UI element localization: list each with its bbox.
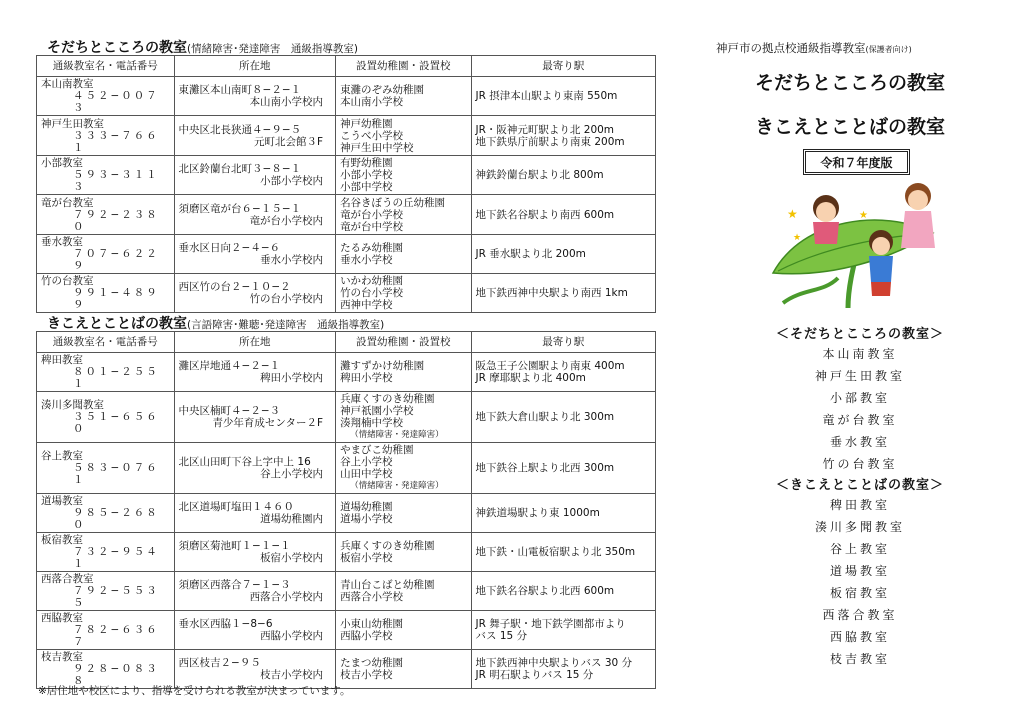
cell-station	[471, 650, 655, 689]
facility-name: 灘すずかけ幼稚園	[340, 360, 425, 372]
cell-station	[471, 195, 655, 235]
station-info: 神鉄道場駅より東 1000m	[475, 507, 600, 519]
facility-name: 谷上小学校	[340, 456, 393, 468]
phone-number: ９２８−０８３８	[73, 663, 159, 687]
cell-facilities	[336, 650, 471, 689]
header-name-phone: 通級教室名・電話番号	[37, 332, 175, 353]
table-row	[37, 494, 656, 533]
facility-name: 垂水小学校	[340, 254, 393, 266]
phone-number: ７０７−６２２９	[73, 248, 159, 272]
cell-station	[471, 533, 655, 572]
address-building: 小部小学校内	[260, 175, 324, 187]
address-building: 竹の台小学校内	[249, 293, 324, 305]
cell-name-phone	[37, 353, 175, 392]
facility-note: （情緒障害・発達障害）	[350, 430, 444, 440]
table-row	[37, 274, 656, 313]
address-line: 須磨区竜が台６−１５−１	[178, 202, 302, 215]
cell-facilities	[336, 494, 471, 533]
facility-name: 小東山幼稚園	[340, 618, 404, 630]
cell-station	[471, 494, 655, 533]
cell-facilities	[336, 392, 471, 443]
address-building: 板宿小学校内	[260, 552, 324, 564]
table-header-row	[37, 56, 656, 77]
cell-station	[471, 77, 655, 116]
facility-name: 神戸祇園小学校	[340, 405, 414, 417]
cell-address	[174, 353, 336, 392]
phone-number: ３３３−７６６１	[73, 129, 159, 154]
list-item-classroom: 枝吉教室	[829, 652, 890, 666]
address-building: 竜が台小学校内	[249, 214, 324, 227]
facility-name: 本山南小学校	[340, 96, 404, 108]
table-row	[37, 116, 656, 156]
list-item-classroom: 竜が台教室	[822, 413, 898, 427]
table-header-row	[37, 332, 656, 353]
cell-name-phone	[37, 116, 175, 156]
sodachi-subtitle: (情緒障害･発達障害 通級指導教室)	[187, 43, 358, 55]
cell-name-phone	[37, 494, 175, 533]
cell-name-phone	[37, 572, 175, 611]
cell-name-phone	[37, 156, 175, 195]
cell-address	[174, 443, 336, 494]
header-address: 所在地	[174, 332, 336, 353]
cell-address	[174, 494, 336, 533]
facility-name: 西落合小学校	[340, 591, 404, 603]
cell-facilities	[336, 611, 471, 650]
classroom-name: 板宿教室	[41, 534, 83, 546]
table-row	[37, 611, 656, 650]
list-item-classroom: 竹の台教室	[822, 457, 898, 471]
cell-station	[471, 235, 655, 274]
facility-name: こうべ小学校	[340, 129, 404, 142]
table-row	[37, 77, 656, 116]
classroom-name: 垂水教室	[41, 236, 83, 248]
phone-number: ７９２−２３８０	[73, 208, 159, 233]
list-item-classroom: 垂水教室	[829, 435, 890, 449]
cell-name-phone	[37, 195, 175, 235]
station-info: 地下鉄名谷駅より南西 600m	[475, 208, 615, 221]
facility-name: 西脇小学校	[340, 630, 393, 642]
cell-name-phone	[37, 443, 175, 494]
station-info: 地下鉄谷上駅より北西 300m	[475, 462, 615, 474]
address-line: 須磨区菊池町１−１−１	[178, 540, 291, 552]
facility-name: 兵庫くすのき幼稚園	[340, 540, 435, 552]
sodachi-table	[36, 55, 656, 313]
cell-facilities	[336, 572, 471, 611]
station-info: 地下鉄県庁前駅より南東 200m	[475, 135, 625, 148]
address-line: 北区鈴蘭台北町３−８−１	[178, 163, 302, 175]
header-facilities: 設置幼稚園・設置校	[336, 332, 471, 353]
cell-facilities	[336, 235, 471, 274]
classroom-name: 湊川多聞教室	[41, 399, 104, 411]
facility-name: たまつ幼稚園	[340, 657, 404, 669]
list-item-classroom: 西落合教室	[822, 608, 898, 622]
cell-address	[174, 611, 336, 650]
cell-facilities	[336, 116, 471, 156]
address-building: 元町北会館３F	[254, 135, 324, 148]
cell-station	[471, 156, 655, 195]
table-row	[37, 443, 656, 494]
phone-number: ７９２−５５３５	[73, 585, 159, 609]
sodachi-title-text: そだちとこころの教室	[47, 40, 187, 56]
classroom-name: 竹の台教室	[41, 275, 94, 287]
facility-name: 道場小学校	[340, 513, 393, 525]
cell-address	[174, 156, 336, 195]
phone-number: ４５２−００７３	[73, 90, 159, 114]
address-line: 垂水区日向２−４−６	[178, 242, 281, 254]
classroom-name: 谷上教室	[41, 450, 83, 462]
facility-name: 竜が台中学校	[340, 220, 404, 233]
cell-address	[174, 533, 336, 572]
address-line: 北区山田町下谷上字中上 16	[178, 456, 311, 468]
list-item-classroom: 本山南教室	[822, 347, 898, 361]
header-address: 所在地	[174, 56, 336, 77]
cell-facilities	[336, 195, 471, 235]
classroom-name: 西脇教室	[41, 612, 83, 624]
station-info: JR 垂水駅より北 200m	[475, 248, 586, 260]
facility-name: 名谷きぼうの丘幼稚園	[340, 196, 446, 209]
facility-name: 有野幼稚園	[340, 157, 393, 169]
classroom-name: 枝吉教室	[41, 651, 83, 663]
address-building: 垂水小学校内	[260, 254, 324, 266]
cell-station	[471, 353, 655, 392]
footnote: ※居住地や校区により、指導を受けられる教室が決まっています。	[38, 685, 351, 697]
classroom-name: 本山南教室	[41, 78, 94, 90]
address-line: 垂水区西脇１−8−6	[178, 618, 273, 630]
header-station: 最寄り駅	[471, 332, 655, 353]
facility-name: 道場幼稚園	[340, 501, 393, 513]
facility-name: 西神中学校	[340, 299, 393, 311]
phone-number: ５８３−０７６１	[73, 462, 159, 486]
station-info: バス 15 分	[475, 630, 528, 642]
address-building: 西落合小学校内	[249, 591, 324, 603]
phone-number: ５９３−３１１３	[73, 169, 159, 193]
main-title-1: そだちとこころの教室	[755, 72, 946, 94]
cell-address	[174, 195, 336, 235]
cell-name-phone	[37, 533, 175, 572]
station-info: 神鉄鈴蘭台駅より北 800m	[475, 169, 604, 181]
table-row	[37, 533, 656, 572]
station-info: JR 摩耶駅より北 400m	[475, 372, 586, 384]
table-row	[37, 392, 656, 443]
header-facilities: 設置幼稚園・設置校	[336, 56, 471, 77]
kikoe-section-title	[47, 313, 384, 333]
sodachi-section-title	[47, 37, 358, 57]
classroom-name: 小部教室	[41, 157, 83, 169]
address-line: 須磨区西落合７−１−３	[178, 579, 291, 591]
facility-note: （情緒障害・発達障害）	[350, 481, 444, 491]
facility-name: たるみ幼稚園	[340, 242, 404, 254]
station-info: 地下鉄大倉山駅より北 300m	[475, 411, 615, 423]
address-building: 本山南小学校内	[249, 96, 324, 108]
table-row	[37, 572, 656, 611]
kikoe-table	[36, 331, 656, 689]
phone-number: ９８５−２６８０	[73, 507, 159, 531]
phone-number: ７８２−６３６７	[73, 624, 159, 648]
svg-text:★: ★	[793, 233, 802, 243]
address-line: 西区竹の台２−１０−２	[178, 281, 291, 293]
address-building: 道場幼稚園内	[260, 513, 324, 525]
address-building: 枝吉小学校内	[260, 669, 324, 681]
address-building: 谷上小学校内	[260, 468, 324, 480]
cell-address	[174, 235, 336, 274]
facility-name: 板宿小学校	[340, 552, 393, 564]
facility-name: 竜が台小学校	[340, 208, 404, 221]
cell-station	[471, 392, 655, 443]
facility-name: 神戸生田中学校	[340, 141, 414, 154]
facility-name: いかわ幼稚園	[340, 275, 404, 287]
classroom-name: 竜が台教室	[41, 196, 94, 209]
list-item-classroom: 西脇教室	[829, 630, 890, 644]
table-row	[37, 156, 656, 195]
cell-station	[471, 572, 655, 611]
kikoe-subtitle: (言語障害･難聴･発達障害 通級指導教室)	[187, 319, 385, 331]
phone-number: ３５１−６５６０	[73, 411, 159, 435]
station-info: JR 明石駅よりバス 15 分	[475, 669, 594, 681]
classroom-name: 西落合教室	[41, 573, 94, 585]
address-line: 灘区岸地通４−２−１	[178, 360, 281, 372]
facility-name: 小部小学校	[340, 169, 393, 181]
list-item-classroom: 湊川多聞教室	[814, 520, 905, 534]
edition-badge: 令和７年度版	[803, 149, 910, 175]
list-item-classroom: 板宿教室	[829, 586, 890, 600]
facility-name: 東灘のぞみ幼稚園	[340, 84, 425, 96]
list-item-classroom: 神戸生田教室	[814, 369, 905, 383]
cell-facilities	[336, 274, 471, 313]
cell-name-phone	[37, 235, 175, 274]
cell-name-phone	[37, 274, 175, 313]
brochure-header-small: (保護者向け)	[865, 45, 912, 54]
brochure-header	[716, 40, 912, 56]
station-info: 地下鉄名谷駅より北西 600m	[475, 585, 615, 597]
address-line: 北区道場町塩田１４６０	[178, 501, 295, 513]
facility-name: 青山台こばと幼稚園	[340, 579, 435, 591]
phone-number: ７３２−９５４１	[73, 546, 159, 570]
cell-name-phone	[37, 77, 175, 116]
children-leaf-illustration	[763, 178, 943, 316]
header-station: 最寄り駅	[471, 56, 655, 77]
table-row	[37, 235, 656, 274]
cell-station	[471, 274, 655, 313]
cell-station	[471, 443, 655, 494]
list-head-sodachi: ＜そだちとこころの教室＞	[775, 327, 944, 342]
classroom-name: 神戸生田教室	[41, 117, 104, 130]
cell-facilities	[336, 533, 471, 572]
phone-number: ８０１−２５５１	[73, 366, 159, 390]
facility-name: 小部中学校	[340, 181, 393, 193]
facility-name: 枝吉小学校	[340, 669, 393, 681]
cell-station	[471, 116, 655, 156]
station-info: 地下鉄西神中央駅よりバス 30 分	[475, 657, 633, 669]
address-building: 西脇小学校内	[260, 630, 324, 642]
main-title-2: きこえとことばの教室	[755, 116, 946, 138]
brochure-header-text: 神戸市の拠点校通級指導教室	[716, 41, 866, 55]
svg-text:★: ★	[859, 210, 868, 221]
address-line: 中央区楠町４−２−３	[178, 405, 281, 417]
station-info: 阪急王子公園駅より南東 400m	[475, 360, 625, 372]
station-info: 地下鉄西神中央駅より南西 1km	[475, 287, 628, 299]
facility-name: 兵庫くすのき幼稚園	[340, 393, 435, 405]
list-item-classroom: 小部教室	[829, 391, 890, 405]
list-item-classroom: 道場教室	[829, 564, 890, 578]
header-name-phone: 通級教室名・電話番号	[37, 56, 175, 77]
list-item-classroom: 稗田教室	[829, 498, 890, 512]
list-head-kikoe: ＜きこえとことばの教室＞	[775, 478, 944, 493]
address-building: 青少年育成センター２F	[212, 417, 324, 429]
station-info: JR・阪神元町駅より北 200m	[475, 123, 615, 136]
cell-address	[174, 77, 336, 116]
cell-name-phone	[37, 392, 175, 443]
address-line: 西区枝吉２−９５	[178, 657, 261, 669]
cell-address	[174, 116, 336, 156]
facility-name: 山田中学校	[340, 468, 393, 480]
address-building: 稗田小学校内	[260, 372, 324, 384]
station-info: 地下鉄・山電板宿駅より北 350m	[475, 546, 636, 558]
table-row	[37, 353, 656, 392]
address-line: 東灘区本山南町８−２−１	[178, 84, 302, 96]
address-line: 中央区北長狭通４−９−５	[178, 123, 302, 136]
cell-facilities	[336, 156, 471, 195]
cell-station	[471, 611, 655, 650]
classroom-name: 道場教室	[41, 495, 83, 507]
classroom-name: 稗田教室	[41, 354, 83, 366]
cell-facilities	[336, 443, 471, 494]
facility-name: 竹の台小学校	[340, 287, 404, 299]
cell-address	[174, 274, 336, 313]
cell-facilities	[336, 353, 471, 392]
facility-name: 神戸幼稚園	[340, 117, 393, 130]
facility-name: やまびこ幼稚園	[340, 444, 414, 456]
cell-facilities	[336, 77, 471, 116]
table-row	[37, 195, 656, 235]
cell-address	[174, 572, 336, 611]
cell-name-phone	[37, 611, 175, 650]
kikoe-title-text: きこえとことばの教室	[47, 316, 187, 332]
phone-number: ９９１−４８９９	[73, 287, 159, 311]
list-item-classroom: 谷上教室	[829, 542, 890, 556]
cell-address	[174, 392, 336, 443]
svg-text:★: ★	[787, 207, 798, 221]
station-info: JR 舞子駅・地下鉄学園都市より	[475, 618, 626, 630]
facility-name: 稗田小学校	[340, 372, 393, 384]
station-info: JR 摂津本山駅より東南 550m	[475, 90, 618, 102]
facility-name: 湊翔楠中学校	[340, 417, 404, 429]
